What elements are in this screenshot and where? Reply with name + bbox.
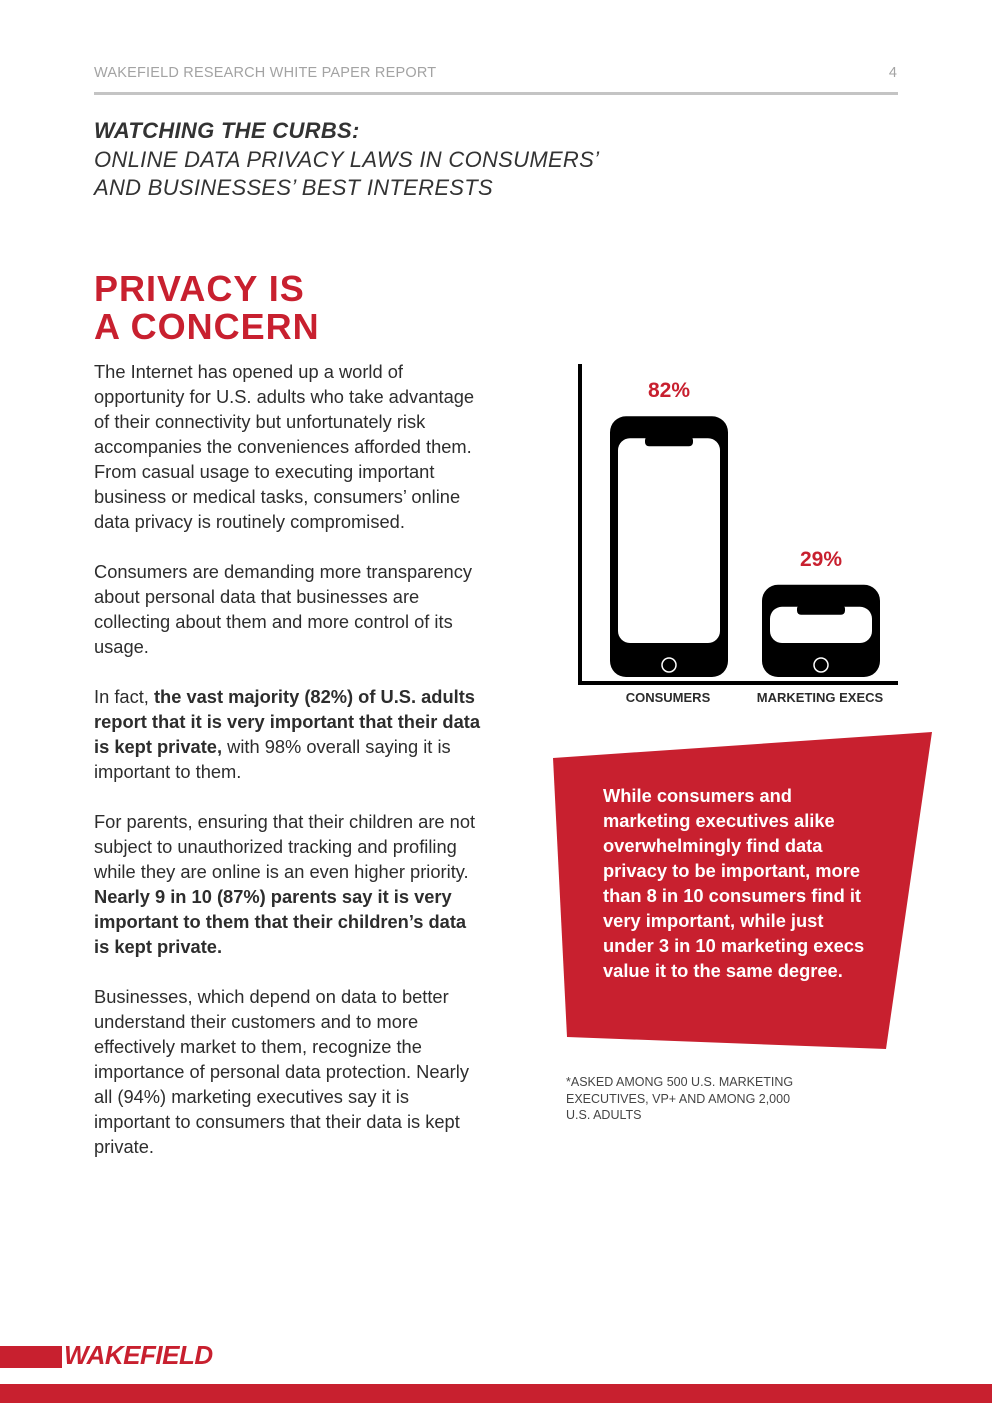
bar-1-category-label: CONSUMERS xyxy=(625,690,711,705)
paragraph-3-outro: with 98% overall saying it is important to them. xyxy=(94,736,451,782)
paragraph-4-highlight: Nearly 9 in 10 (87%) parents say it is very important to them that their children’s data is kept private. xyxy=(94,886,467,957)
paragraph-3 xyxy=(94,684,486,784)
wakefield-logo: WAKEFIELD xyxy=(64,1340,213,1370)
footer-strip xyxy=(0,1384,992,1403)
paragraph-3-highlight: the vast majority (82%) of U.S. adults report that it is very important that their data is kept private, xyxy=(94,686,480,757)
subtitle-line-1: WATCHING THE CURBS: xyxy=(94,118,360,143)
header-divider xyxy=(94,92,898,95)
page-heading xyxy=(94,270,320,346)
subtitle-line-3: AND BUSINESSES’ BEST INTERESTS xyxy=(94,175,493,200)
heading-line-1: PRIVACY IS xyxy=(94,268,305,309)
survey-footnote: *ASKED AMONG 500 U.S. MARKETING EXECUTIVES, VP+ AND AMONG 2,000 U.S. ADULTS xyxy=(566,1075,794,1122)
paragraph-2: Consumers are demanding more transparency about personal data that businesses are collecting about them and more control of its usage. xyxy=(94,561,472,657)
paragraph-4-intro: For parents, ensuring that their children are not subject to unauthorized tracking and profiling while they are online is an even higher priority. xyxy=(94,811,476,882)
heading-line-2: A CONCERN xyxy=(94,306,320,347)
privacy-importance-chart xyxy=(560,360,920,720)
report-title: WAKEFIELD RESEARCH WHITE PAPER REPORT xyxy=(94,65,437,81)
body-text xyxy=(94,359,486,1184)
bar-2-value-label: 29% xyxy=(799,547,843,571)
chart-y-axis xyxy=(578,364,582,685)
bar-2-category-label: MARKETING EXECS xyxy=(756,690,884,705)
bar-1-phone-screen xyxy=(618,438,720,643)
subtitle-line-2: ONLINE DATA PRIVACY LAWS IN CONSUMERS’ xyxy=(94,146,600,172)
paragraph-4 xyxy=(94,809,486,959)
callout-text: While consumers and marketing executives alike overwhelmingly find data privacy to be important, more than 8 in 10 consumers find it very important, while just under 3 in 10 marketing execs value it to the same degree. xyxy=(603,785,865,981)
bar-1-phone-notch xyxy=(645,436,693,446)
section-subtitle xyxy=(94,117,599,203)
paragraph-5: Businesses, which depend on data to better understand their customers and to more effectively market to them, recognize the importance of personal data protection. Nearly all (94%) marketing executives say it is important to consumers that their data is kept private. xyxy=(94,986,469,1157)
chart-x-axis xyxy=(578,681,898,685)
footer-logo-bar xyxy=(0,1346,62,1368)
page-number: 4 xyxy=(888,65,897,81)
bar-1-value-label: 82% xyxy=(647,379,691,403)
bar-2-phone-notch xyxy=(797,605,845,615)
paragraph-1: The Internet has opened up a world of opportunity for U.S. adults who take advantage of their connectivity but unfortunately risk accompanies the conveniences afforded them. From casual usage to executing important business or medical tasks, consumers’ online data privacy is routinely compromised. xyxy=(94,361,475,532)
paragraph-3-intro: In fact, xyxy=(94,686,154,707)
